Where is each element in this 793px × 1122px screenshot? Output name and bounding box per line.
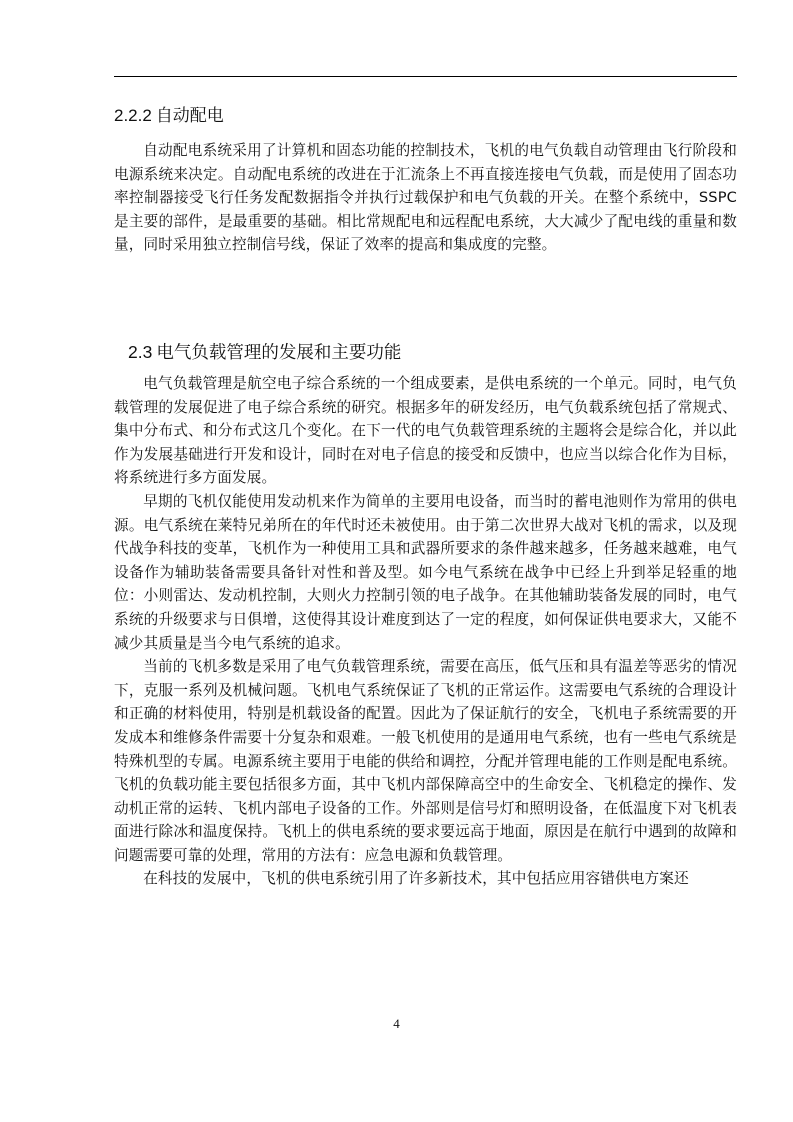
section-number: 2.2.2 [114, 106, 152, 125]
section-heading-2-2-2 [114, 104, 224, 128]
section-number: 2.3 [128, 342, 153, 362]
section-2-2-2-body [114, 139, 737, 257]
paragraph: 当前的飞机多数是采用了电气负载管理系统，需要在高压，低气压和具有温差等恶劣的情况下，克服一系列及机械问题。飞机电气系统保证了飞机的正常运作。这需要电气系统的合理设计和正确的材料使用，特别是机载设备的配置。因此为了保证航行的安全，飞机电子系统需要的开发成本和维修条件需要十分复杂和艰难。一般飞机使用的是通用电气系统，也有一些电气系统是特殊机型的专属。电源系统主要用于电能的供给和调控，分配并管理电能的工作则是配电系统。飞机的负载功能主要包括很多方面，其中飞机内部保障高空中的生命安全、飞机稳定的操作、发动机正常的运转、飞机内部电子设备的工作。外部则是信号灯和照明设备，在低温度下对飞机表面进行除冰和温度保持。飞机上的供电系统的要求要远高于地面，原因是在航行中遇到的故障和问题需要可靠的处理，常用的方法有：应急电源和负载管理。 [114, 658, 737, 864]
section-2-3-body [114, 372, 737, 891]
paragraph: 早期的飞机仅能使用发动机来作为简单的主要用电设备，而当时的蓄电池则作为常用的供电源。电气系统在莱特兄弟所在的年代时还未被使用。由于第二次世界大战对飞机的需求，以及现代战争科技的变革，飞机作为一种使用工具和武器所要求的条件越来越多，任务越来越难，电气设备作为辅助装备需要具备针对性和普及型。如今电气系统在战争中已经上升到举足轻重的地位：小则雷达、发动机控制，大则火力控制引领的电子战争。在其他辅助装备发展的同时，电气系统的升级要求与日俱增，这使得其设计难度到达了一定的程度，如何保证供电要求大，又能不减少其质量是当今电气系统的追求。 [114, 492, 737, 652]
section-title: 自动配电 [155, 106, 224, 126]
section-title: 电气负载管理的发展和主要功能 [156, 343, 402, 363]
page-number: 4 [393, 1016, 400, 1031]
paragraph: 电气负载管理是航空电子综合系统的一个组成要素，是供电系统的一个单元。同时，电气负载管理的发展促进了电子综合系统的研究。根据多年的研发经历，电气负载系统包括了常规式、集中分布式、和分布式这几个变化。在下一代的电气负载管理系统的主题将会是综合化，并以此作为发展基础进行开发和设计，同时在对电子信息的接受和反馈中，也应当以综合化作为目标，将系统进行多方面发展。 [114, 375, 737, 487]
header-rule [114, 76, 737, 77]
section-heading-2-3 [128, 340, 401, 365]
paragraph: 自动配电系统采用了计算机和固态功能的控制技术，飞机的电气负载自动管理由飞行阶段和电源系统来决定。自动配电系统的改进在于汇流条上不再直接连接电气负载，而是使用了固态功率控制器接受飞行任务发配数据指令并执行过载保护和电气负载的开关。在整个系统中，SSPC 是主要的部件，是最重要的基础。相比常规配电和远程配电系统，大大减少了配电线的重量和数量，同时采用独立控制信号线，保证了效率的提高和集成度的完整。 [114, 142, 737, 254]
paragraph: 在科技的发展中，飞机的供电系统引用了许多新技术，其中包括应用容错供电方案还 [143, 870, 689, 888]
